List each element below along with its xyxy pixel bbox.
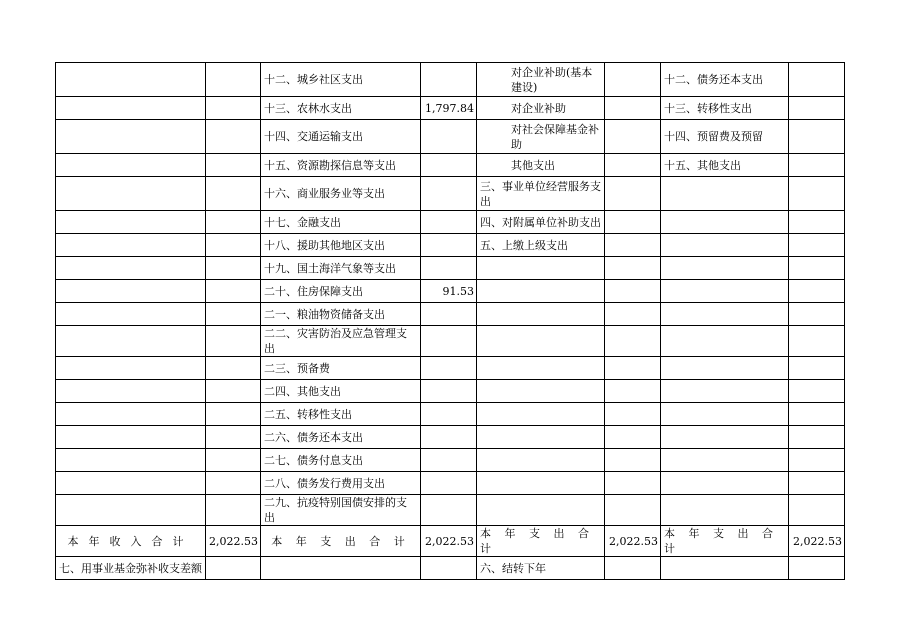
table-cell bbox=[660, 303, 788, 326]
table-cell bbox=[56, 120, 206, 154]
table-cell bbox=[604, 211, 660, 234]
table-row bbox=[56, 257, 845, 280]
table-cell bbox=[206, 495, 261, 526]
table-cell bbox=[660, 380, 788, 403]
table-cell bbox=[420, 380, 476, 403]
table-cell bbox=[788, 403, 844, 426]
table-row bbox=[56, 211, 845, 234]
table-cell bbox=[206, 280, 261, 303]
table-cell: 1,797.84 bbox=[420, 97, 476, 120]
table-cell bbox=[660, 557, 788, 580]
table-cell bbox=[56, 97, 206, 120]
table-cell bbox=[420, 403, 476, 426]
table-cell bbox=[56, 495, 206, 526]
table-cell bbox=[420, 154, 476, 177]
table-cell bbox=[476, 303, 604, 326]
table-cell: 二五、转移性支出 bbox=[260, 403, 420, 426]
table-cell bbox=[604, 257, 660, 280]
table-cell: 三、事业单位经营服务支出 bbox=[476, 177, 604, 211]
table-cell bbox=[56, 177, 206, 211]
table-cell bbox=[604, 326, 660, 357]
table-cell bbox=[56, 357, 206, 380]
table-cell: 十三、农林水支出 bbox=[260, 97, 420, 120]
table-cell bbox=[788, 63, 844, 97]
table-cell: 2,022.53 bbox=[788, 526, 844, 557]
table-cell bbox=[420, 426, 476, 449]
table-row bbox=[56, 234, 845, 257]
table-cell: 二九、抗疫特别国债安排的支出 bbox=[260, 495, 420, 526]
table-cell bbox=[660, 234, 788, 257]
table-cell bbox=[206, 357, 261, 380]
table-cell: 十四、预留费及预留 bbox=[660, 120, 788, 154]
table-row bbox=[56, 403, 845, 426]
table-cell bbox=[660, 472, 788, 495]
table-cell bbox=[56, 257, 206, 280]
table-cell bbox=[420, 120, 476, 154]
table-row bbox=[56, 380, 845, 403]
table-cell: 十六、商业服务业等支出 bbox=[260, 177, 420, 211]
table-cell bbox=[476, 472, 604, 495]
table-cell bbox=[660, 495, 788, 526]
table-cell bbox=[56, 472, 206, 495]
table-cell: 二八、债务发行费用支出 bbox=[260, 472, 420, 495]
table-row bbox=[56, 177, 845, 211]
table-cell: 2,022.53 bbox=[206, 526, 261, 557]
table-cell: 本年收入合计 bbox=[56, 526, 206, 557]
table-cell: 十四、交通运输支出 bbox=[260, 120, 420, 154]
table-cell bbox=[420, 326, 476, 357]
table-cell bbox=[206, 326, 261, 357]
table-cell bbox=[56, 449, 206, 472]
table-cell bbox=[56, 154, 206, 177]
table-cell: 十五、资源勘探信息等支出 bbox=[260, 154, 420, 177]
table-cell bbox=[788, 557, 844, 580]
table-row bbox=[56, 303, 845, 326]
table-cell bbox=[206, 97, 261, 120]
table-cell bbox=[604, 472, 660, 495]
table-cell bbox=[788, 449, 844, 472]
table-cell bbox=[788, 426, 844, 449]
table-row bbox=[56, 526, 845, 557]
table-cell bbox=[788, 326, 844, 357]
table-cell bbox=[56, 234, 206, 257]
table-cell bbox=[660, 257, 788, 280]
table-cell: 十五、其他支出 bbox=[660, 154, 788, 177]
table-cell bbox=[420, 211, 476, 234]
table-cell bbox=[260, 557, 420, 580]
table-cell bbox=[206, 63, 261, 97]
table-cell bbox=[206, 257, 261, 280]
table-cell: 二一、粮油物资储备支出 bbox=[260, 303, 420, 326]
table-cell bbox=[420, 449, 476, 472]
table-cell: 十八、援助其他地区支出 bbox=[260, 234, 420, 257]
table-cell: 六、结转下年 bbox=[476, 557, 604, 580]
table-cell bbox=[476, 257, 604, 280]
table-cell bbox=[788, 257, 844, 280]
table-cell: 对企业补助(基本建设) bbox=[476, 63, 604, 97]
table-cell: 2,022.53 bbox=[604, 526, 660, 557]
table-cell bbox=[476, 380, 604, 403]
table-cell: 本 年 支 出 合 计 bbox=[476, 526, 604, 557]
table-row bbox=[56, 495, 845, 526]
table-cell bbox=[604, 557, 660, 580]
table-cell bbox=[604, 177, 660, 211]
table-cell: 十二、债务还本支出 bbox=[660, 63, 788, 97]
table-cell: 十二、城乡社区支出 bbox=[260, 63, 420, 97]
table-row bbox=[56, 472, 845, 495]
table-cell bbox=[56, 403, 206, 426]
table-cell bbox=[420, 303, 476, 326]
table-row bbox=[56, 449, 845, 472]
table-cell bbox=[420, 557, 476, 580]
table-cell bbox=[788, 154, 844, 177]
table-cell bbox=[420, 472, 476, 495]
table-cell: 2,022.53 bbox=[420, 526, 476, 557]
table-row bbox=[56, 557, 845, 580]
table-cell: 十七、金融支出 bbox=[260, 211, 420, 234]
table-cell bbox=[56, 63, 206, 97]
table-cell bbox=[56, 303, 206, 326]
table-cell bbox=[604, 449, 660, 472]
table-cell bbox=[604, 280, 660, 303]
table-cell: 五、上缴上级支出 bbox=[476, 234, 604, 257]
table-cell: 七、用事业基金弥补收支差额 bbox=[56, 557, 206, 580]
table-cell: 91.53 bbox=[420, 280, 476, 303]
table-cell bbox=[420, 357, 476, 380]
table-cell bbox=[604, 426, 660, 449]
table-cell bbox=[660, 211, 788, 234]
table-cell bbox=[56, 211, 206, 234]
table-cell bbox=[420, 177, 476, 211]
table-cell: 十九、国土海洋气象等支出 bbox=[260, 257, 420, 280]
table-cell bbox=[788, 234, 844, 257]
table-cell bbox=[206, 426, 261, 449]
table-cell bbox=[788, 177, 844, 211]
table-cell bbox=[56, 280, 206, 303]
table-cell bbox=[604, 303, 660, 326]
table-cell bbox=[604, 495, 660, 526]
table-cell bbox=[476, 326, 604, 357]
table-cell bbox=[476, 449, 604, 472]
table-cell bbox=[476, 357, 604, 380]
table-cell bbox=[56, 426, 206, 449]
table-cell: 二六、债务还本支出 bbox=[260, 426, 420, 449]
table-cell bbox=[56, 380, 206, 403]
table-cell: 四、对附属单位补助支出 bbox=[476, 211, 604, 234]
table-cell bbox=[420, 257, 476, 280]
table-cell bbox=[660, 449, 788, 472]
table-cell: 二四、其他支出 bbox=[260, 380, 420, 403]
table-row bbox=[56, 357, 845, 380]
table-cell bbox=[604, 154, 660, 177]
table-cell: 本 年 支 出 合 计 bbox=[660, 526, 788, 557]
table-cell bbox=[56, 326, 206, 357]
table-cell bbox=[788, 120, 844, 154]
table-row bbox=[56, 97, 845, 120]
table-cell: 二七、债务付息支出 bbox=[260, 449, 420, 472]
table-cell bbox=[660, 357, 788, 380]
table-cell: 对企业补助 bbox=[476, 97, 604, 120]
table-cell bbox=[206, 303, 261, 326]
table-cell bbox=[660, 426, 788, 449]
table-cell bbox=[476, 426, 604, 449]
table-cell bbox=[604, 380, 660, 403]
table-cell bbox=[206, 557, 261, 580]
table-cell bbox=[604, 97, 660, 120]
table-cell bbox=[788, 303, 844, 326]
table-cell: 十三、转移性支出 bbox=[660, 97, 788, 120]
table-cell bbox=[206, 234, 261, 257]
table-cell bbox=[604, 63, 660, 97]
table-cell bbox=[206, 154, 261, 177]
table-row bbox=[56, 63, 845, 97]
table-cell bbox=[206, 211, 261, 234]
table-cell bbox=[660, 280, 788, 303]
table-cell: 对社会保障基金补助 bbox=[476, 120, 604, 154]
table-row bbox=[56, 326, 845, 357]
table-row bbox=[56, 120, 845, 154]
table-cell bbox=[788, 380, 844, 403]
budget-table bbox=[55, 62, 845, 580]
table-cell bbox=[660, 326, 788, 357]
table-cell: 本 年 支 出 合 计 bbox=[260, 526, 420, 557]
table-cell bbox=[788, 472, 844, 495]
table-cell bbox=[206, 177, 261, 211]
table-cell bbox=[206, 403, 261, 426]
table-cell bbox=[476, 495, 604, 526]
table-cell bbox=[420, 63, 476, 97]
table-cell bbox=[420, 495, 476, 526]
table-row bbox=[56, 280, 845, 303]
table-cell bbox=[604, 234, 660, 257]
table-cell bbox=[206, 380, 261, 403]
table-cell bbox=[604, 403, 660, 426]
table-cell bbox=[788, 495, 844, 526]
table-row bbox=[56, 154, 845, 177]
table-cell bbox=[788, 97, 844, 120]
table-cell: 二二、灾害防治及应急管理支出 bbox=[260, 326, 420, 357]
table-cell bbox=[206, 120, 261, 154]
table-cell bbox=[788, 211, 844, 234]
table-cell bbox=[206, 449, 261, 472]
table-cell bbox=[660, 403, 788, 426]
table-cell bbox=[604, 357, 660, 380]
table-cell bbox=[476, 403, 604, 426]
table-cell bbox=[660, 177, 788, 211]
table-cell bbox=[420, 234, 476, 257]
table-cell bbox=[788, 280, 844, 303]
table-row bbox=[56, 426, 845, 449]
table-cell bbox=[206, 472, 261, 495]
table-cell bbox=[788, 357, 844, 380]
table-cell: 二十、住房保障支出 bbox=[260, 280, 420, 303]
table-cell: 其他支出 bbox=[476, 154, 604, 177]
table-cell bbox=[604, 120, 660, 154]
table-cell bbox=[476, 280, 604, 303]
table-cell: 二三、预备费 bbox=[260, 357, 420, 380]
